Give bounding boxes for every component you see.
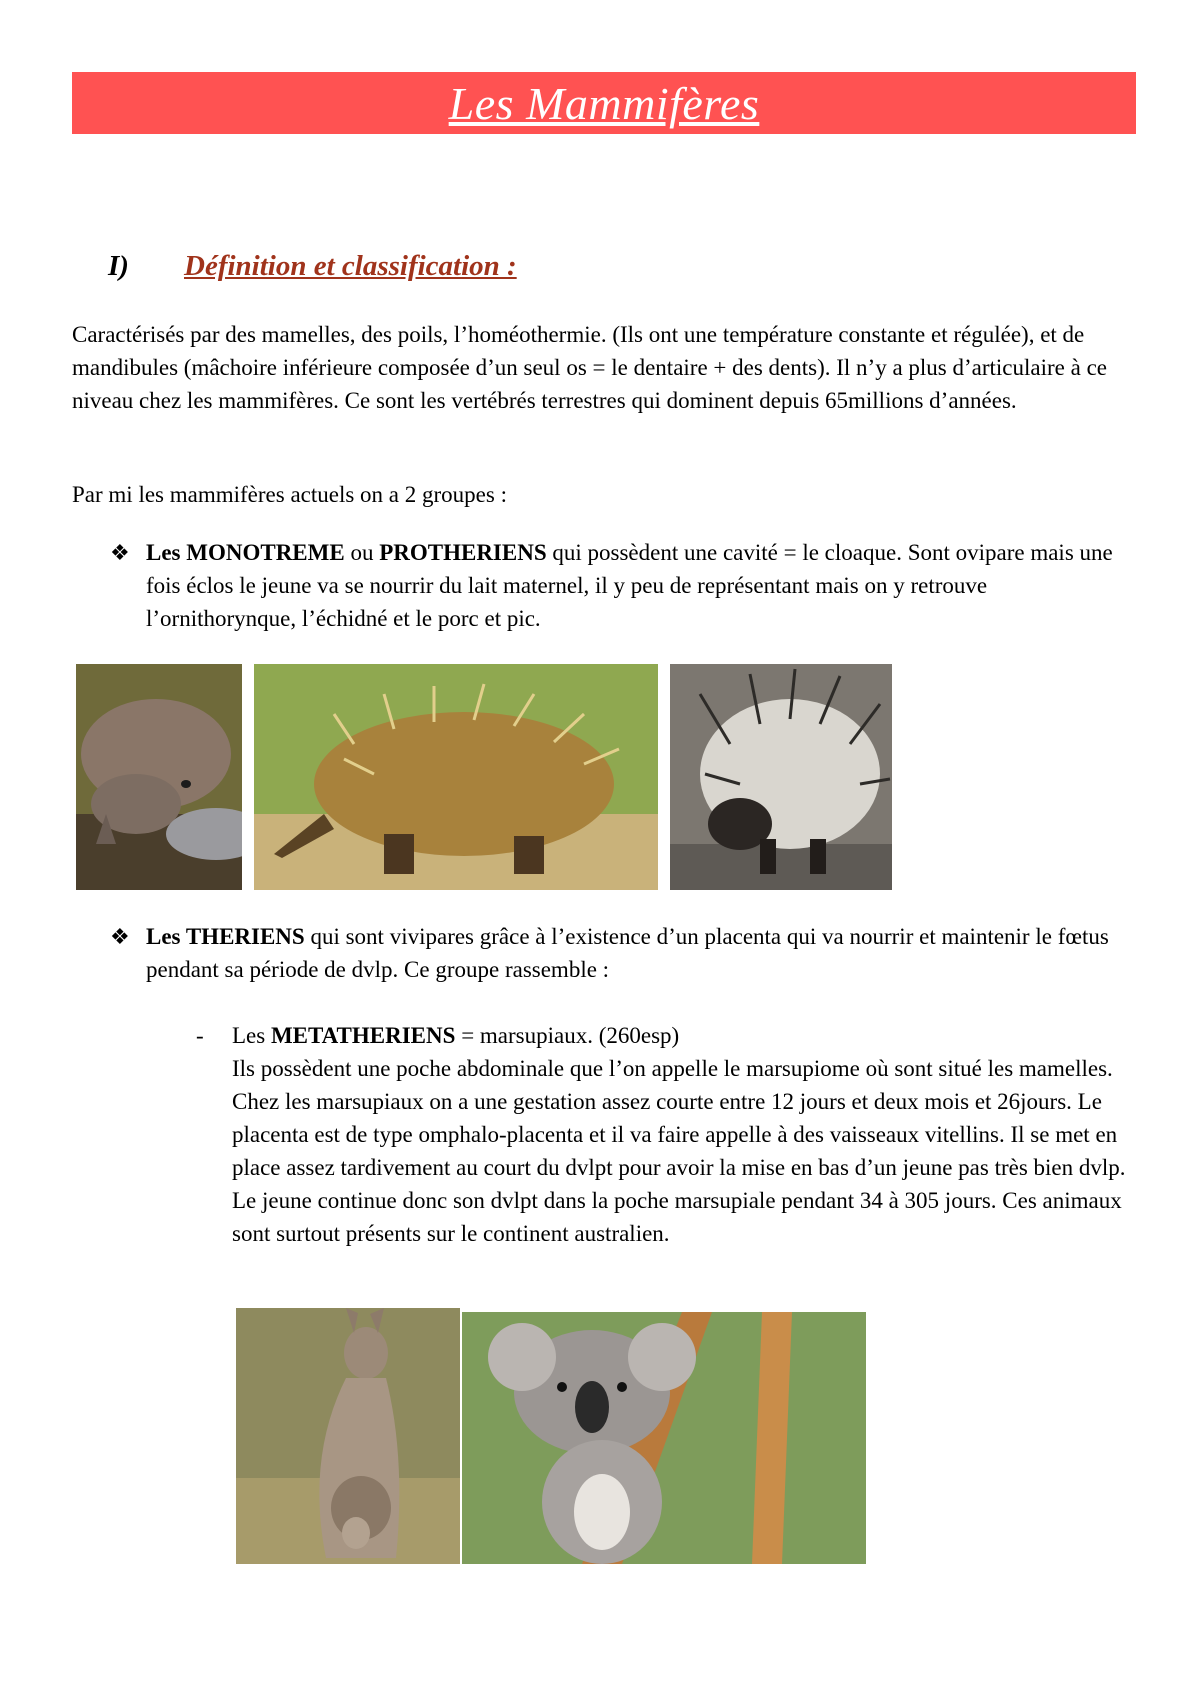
bullet-monotreme: ❖ Les MONOTREME ou PROTHERIENS qui possèdent une cavité = le cloaque. Sont ovipare mais une fois éclos le jeune va se nourrir du lait maternel, il y peu de représentant mais on y retrouve l’ornithorynque, l’échidné et le porc et pic.	[110, 536, 1130, 635]
diamond-bullet-icon: ❖	[110, 540, 130, 565]
term-theriens: Les THERIENS	[146, 924, 305, 949]
diamond-bullet-icon: ❖	[110, 924, 130, 949]
section-heading	[108, 250, 517, 283]
bullet-therien	[110, 920, 1130, 986]
koala-photo	[462, 1312, 866, 1564]
kangaroo-photo	[236, 1308, 460, 1564]
metatheriens-description: Ils possèdent une poche abdominale que l’on appelle le marsupiome où sont situé les mamelles. Chez les marsupiaux on a une gestation assez courte entre 12 jours et deux mois et 26jours. Le placenta est de type omphalo-placenta et il va faire appelle à des vaisseaux vitellins. Il se met en place assez tardivement au court du dvlpt pour avoir la mise en bas d’un jeune pas très bien dvlp. Le jeune continue donc son dvlpt dans la poche marsupiale pendant 34 à 305 jours. Ces animaux sont surtout présents sur le continent australien.	[232, 1056, 1126, 1246]
therien-description: qui sont vivipares grâce à l’existence d’un placenta qui va nourrir et maintenir le fœtus pendant sa période de dvlp. Ce groupe rassemble :	[146, 924, 1109, 982]
term-metatheriens: METATHERIENS	[270, 1023, 456, 1048]
groups-intro: Par mi les mammifères actuels on a 2 groupes :	[72, 482, 507, 507]
platypus-photo	[76, 664, 242, 890]
term-monotreme: Les MONOTREME	[146, 540, 345, 565]
section-number: I)	[108, 250, 129, 282]
dash-bullet: -	[196, 1023, 204, 1048]
section-title: Définition et classification :	[184, 250, 517, 282]
page-title: Les Mammifères	[448, 77, 760, 129]
porcupine-photo	[670, 664, 892, 890]
monotreme-description: qui possèdent une cavité = le cloaque. Sont ovipare mais une fois éclos le jeune va se nourrir du lait maternel, il y peu de représentant mais on y retrouve l’ornithorynque, l’échidné et le porc et pic.	[146, 540, 1113, 631]
term-protheriens: PROTHERIENS	[379, 540, 547, 565]
metatheriens-item: - Les METATHERIENS = marsupiaux. (260esp) Ils possèdent une poche abdominale que l’on appelle le marsupiome où sont situé les mamelles. Chez les marsupiaux on a une gestation assez courte entre 12 jours et deux mois et 26jours. Le placenta est de type omphalo-placenta et il va faire appelle à des vaisseaux vitellins. Il se met en place assez tardivement au court du dvlpt pour avoir la mise en bas d’un jeune pas très bien dvlp. Le jeune continue donc son dvlpt dans la poche marsupiale pendant 34 à 305 jours. Ces animaux sont surtout présents sur le continent australien.	[196, 1019, 1146, 1250]
echidna-photo	[254, 664, 658, 890]
title-banner	[72, 72, 1136, 134]
intro-paragraph: Caractérisés par des mamelles, des poils, l’homéothermie. (Ils ont une température constante et régulée), et de mandibules (mâchoire inférieure composée d’un seul os = le dentaire + des dents). Il n’y a plus d’articulaire à ce niveau chez les mammifères. Ce sont les vertébrés terrestres qui dominent depuis 65millions d’années.	[72, 322, 1107, 413]
